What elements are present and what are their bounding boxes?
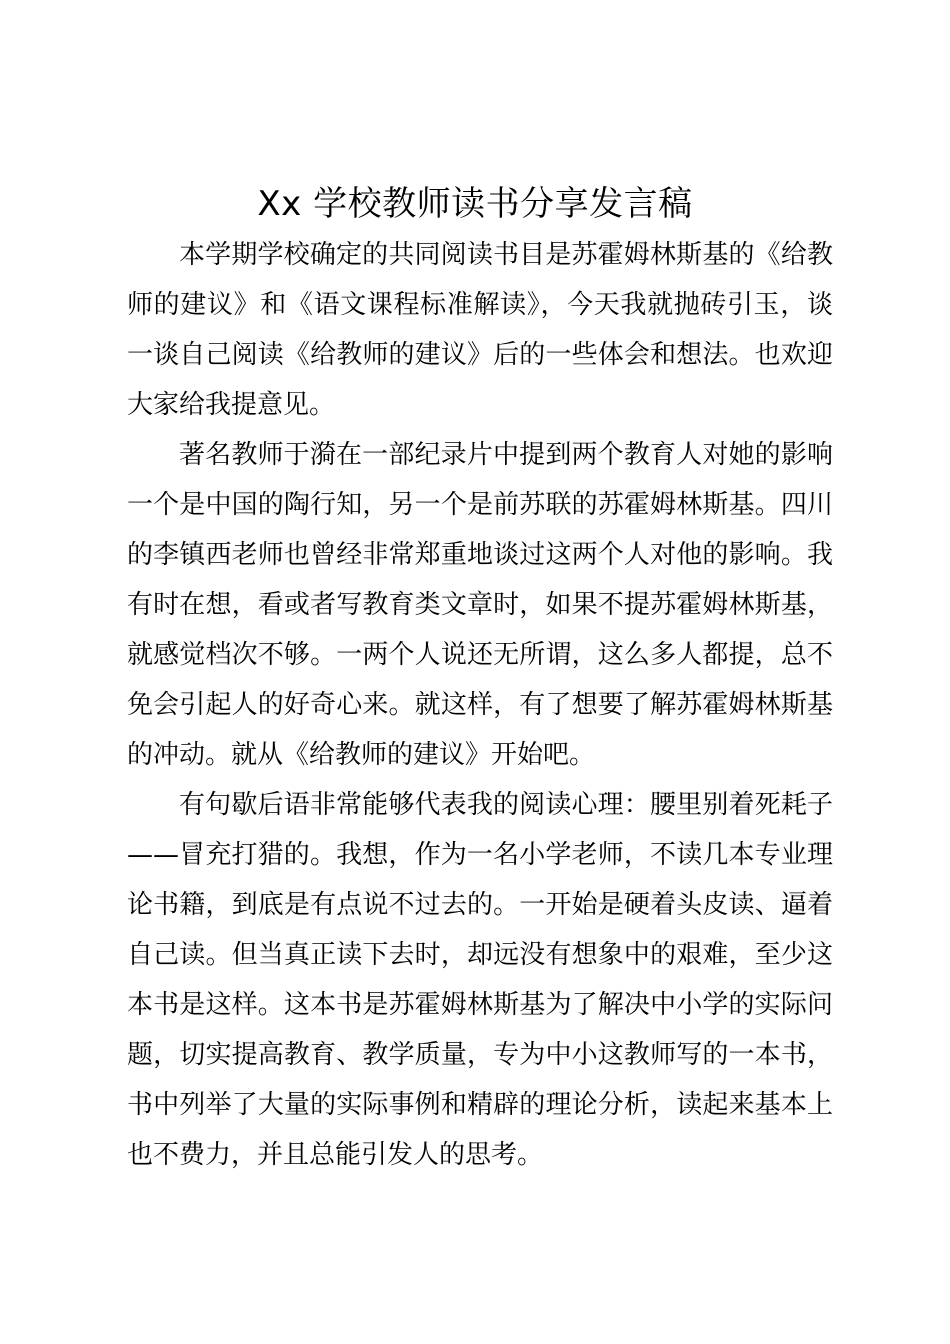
paragraph-3-line-4: 自己读。但当真正读下去时，却远没有想象中的艰难，至少这	[127, 940, 833, 970]
paragraph-2-line-2: 一个是中国的陶行知，另一个是前苏联的苏霍姆林斯基。四川	[127, 490, 833, 520]
paragraph-2-line-6: 免会引起人的好奇心来。就这样，有了想要了解苏霍姆林斯基	[127, 690, 833, 720]
paragraph-3-line-7: 书中列举了大量的实际事例和精辟的理论分析，读起来基本上	[127, 1090, 833, 1120]
paragraph-1-line-3: 一谈自己阅读《给教师的建议》后的一些体会和想法。也欢迎	[127, 340, 833, 370]
paragraph-2-line-4: 有时在想，看或者写教育类文章时，如果不提苏霍姆林斯基，	[127, 590, 833, 620]
paragraph-3-line-8: 也不费力，并且总能引发人的思考。	[127, 1140, 544, 1170]
paragraph-3-line-6: 题，切实提高教育、教学质量，专为中小这教师写的一本书，	[127, 1040, 833, 1070]
paragraph-1-line-2: 师的建议》和《语文课程标准解读》，今天我就抛砖引玉，谈	[127, 290, 833, 320]
paragraph-3-line-3: 论书籍，到底是有点说不过去的。一开始是硬着头皮读、逼着	[127, 890, 833, 920]
paragraph-3-line-1: 有句歇后语非常能够代表我的阅读心理：腰里别着死耗子	[179, 790, 833, 820]
paragraph-1-line-1: 本学期学校确定的共同阅读书目是苏霍姆林斯基的《给教	[179, 240, 833, 270]
paragraph-3-line-5: 本书是这样。这本书是苏霍姆林斯基为了解决中小学的实际问	[127, 990, 833, 1020]
document-body	[127, 230, 833, 1180]
paragraph-1-line-4: 大家给我提意见。	[127, 390, 336, 420]
paragraph-2-line-3: 的李镇西老师也曾经非常郑重地谈过这两个人对他的影响。我	[127, 540, 833, 570]
paragraph-3-line-2: ——冒充打猎的。我想，作为一名小学老师，不读几本专业理	[127, 840, 833, 870]
paragraph-2-line-1: 著名教师于漪在一部纪录片中提到两个教育人对她的影响	[179, 440, 833, 470]
paragraph-2-line-5: 就感觉档次不够。一两个人说还无所谓，这么多人都提，总不	[127, 640, 833, 670]
document-title: Xx 学校教师读书分享发言稿	[257, 184, 693, 224]
paragraph-2-line-7: 的冲动。就从《给教师的建议》开始吧。	[127, 740, 596, 770]
